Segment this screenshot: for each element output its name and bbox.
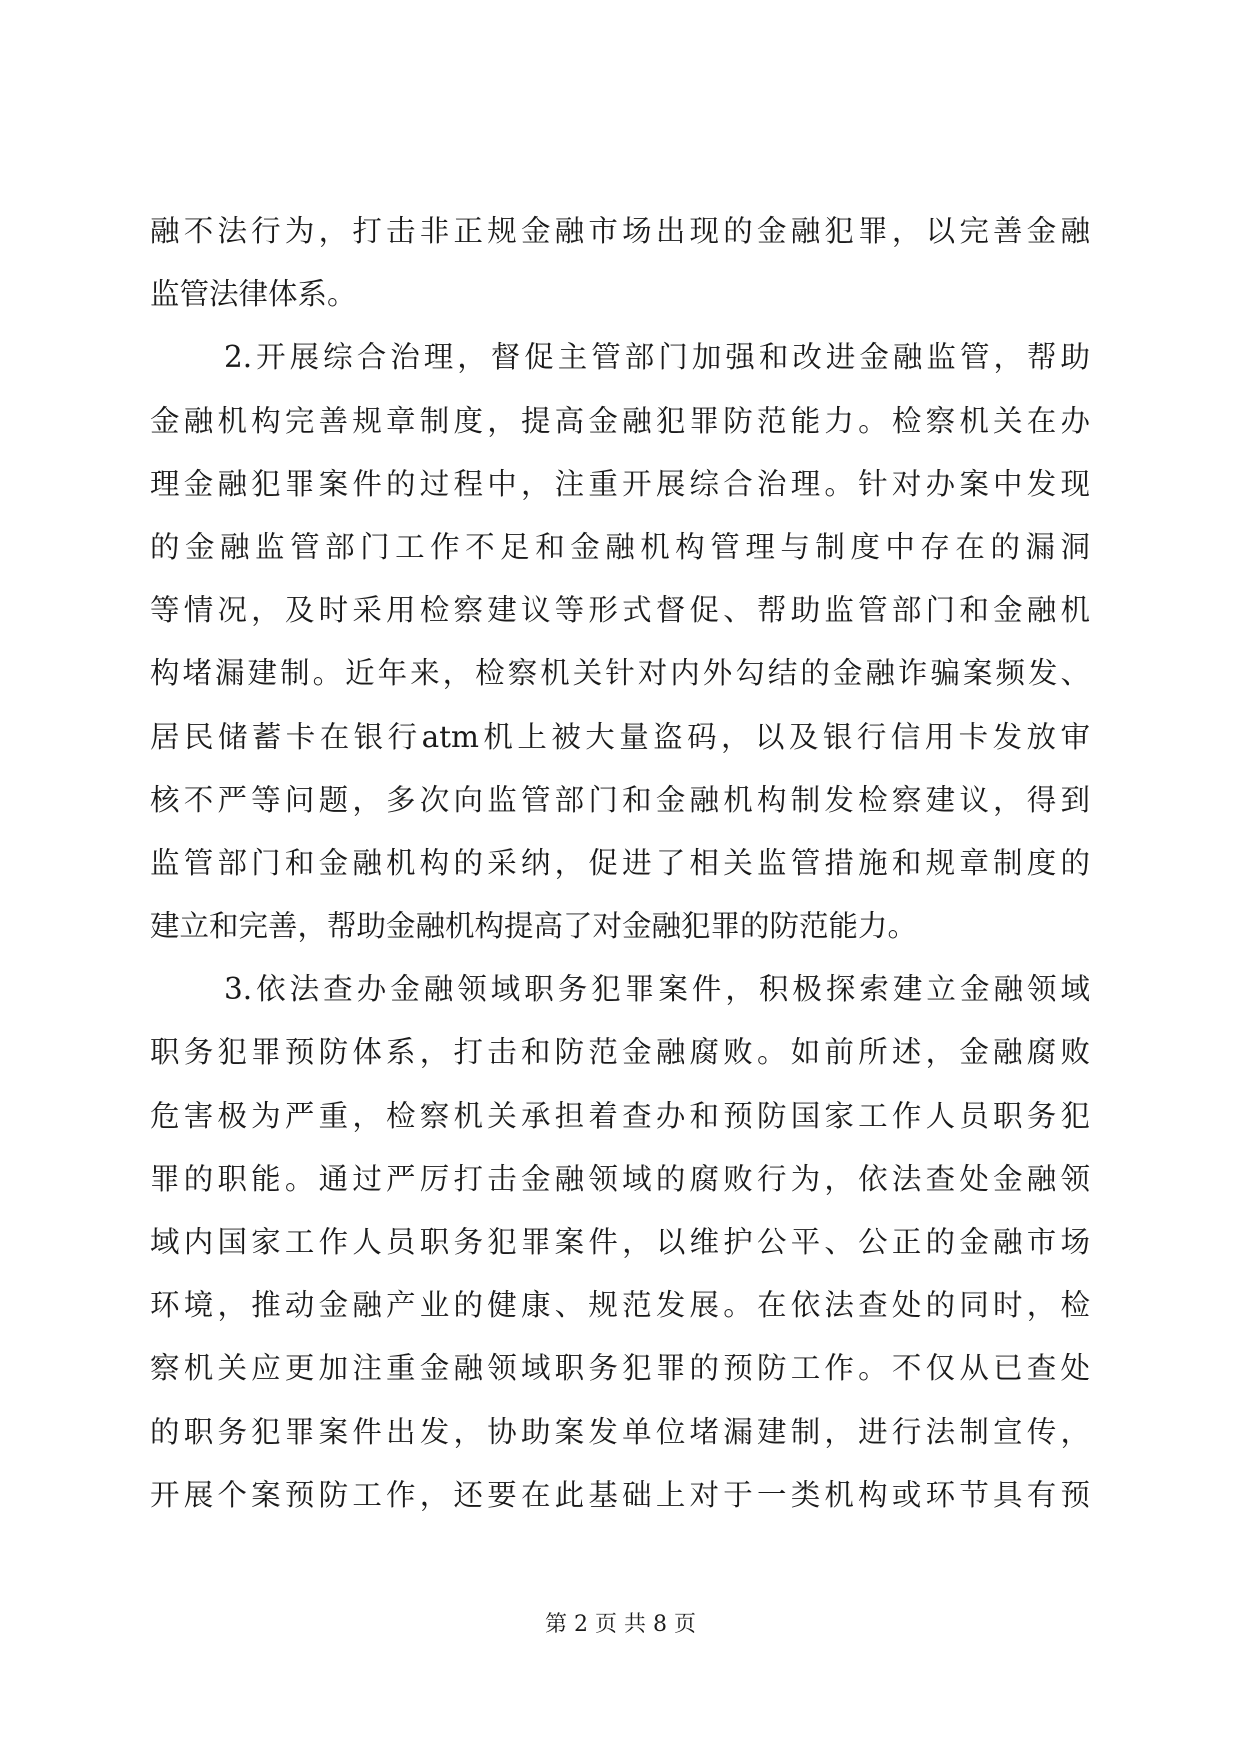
text-line: 居民储蓄卡在银行atm机上被大量盗码，以及银行信用卡发放审 [150,719,1090,754]
text-line: 危害极为严重，检察机关承担着查办和预防国家工作人员职务犯 [150,1098,1090,1133]
text-line: 域内国家工作人员职务犯罪案件，以维护公平、公正的金融市场 [150,1225,1090,1259]
text-line: 构堵漏建制。近年来，检察机关针对内外勾结的金融诈骗案频发、 [150,656,1090,691]
text-line: 的金融监管部门工作不足和金融机构管理与制度中存在的漏洞 [150,529,1090,564]
text-line: 理金融犯罪案件的过程中，注重开展综合治理。针对办案中发现 [150,466,1090,501]
text-line: 3.依法查办金融领域职务犯罪案件，积极探索建立金融领域 [224,972,1090,1007]
text-line: 2.开展综合治理，督促主管部门加强和改进金融监管，帮助 [224,340,1090,375]
page-footer: 第 2 页 共 8 页 [545,1612,696,1637]
text-line: 开展个案预防工作，还要在此基础上对于一类机构或环节具有预 [150,1477,1090,1512]
text-line: 的职务犯罪案件出发，协助案发单位堵漏建制，进行法制宣传， [150,1414,1090,1449]
text-line: 等情况，及时采用检察建议等形式督促、帮助监管部门和金融机 [150,593,1090,628]
text-line: 职务犯罪预防体系，打击和防范金融腐败。如前所述，金融腐败 [150,1035,1090,1070]
text-line: 罪的职能。通过严厉打击金融领域的腐败行为，依法查处金融领 [150,1161,1090,1196]
text-line: 核不严等问题，多次向监管部门和金融机构制发检察建议，得到 [150,782,1090,817]
text-line: 环境，推动金融产业的健康、规范发展。在依法查处的同时，检 [150,1288,1090,1323]
body-text [150,200,1090,1527]
text-line: 监管部门和金融机构的采纳，促进了相关监管措施和规章制度的 [150,845,1090,880]
text-line: 察机关应更加注重金融领域职务犯罪的预防工作。不仅从已查处 [150,1351,1090,1386]
text-line: 金融机构完善规章制度，提高金融犯罪防范能力。检察机关在办 [150,403,1090,438]
text-line: 建立和完善，帮助金融机构提高了对金融犯罪的防范能力。 [150,909,918,944]
text-line: 融不法行为，打击非正规金融市场出现的金融犯罪，以完善金融 [150,214,1090,248]
text-line: 监管法律体系。 [150,277,357,312]
